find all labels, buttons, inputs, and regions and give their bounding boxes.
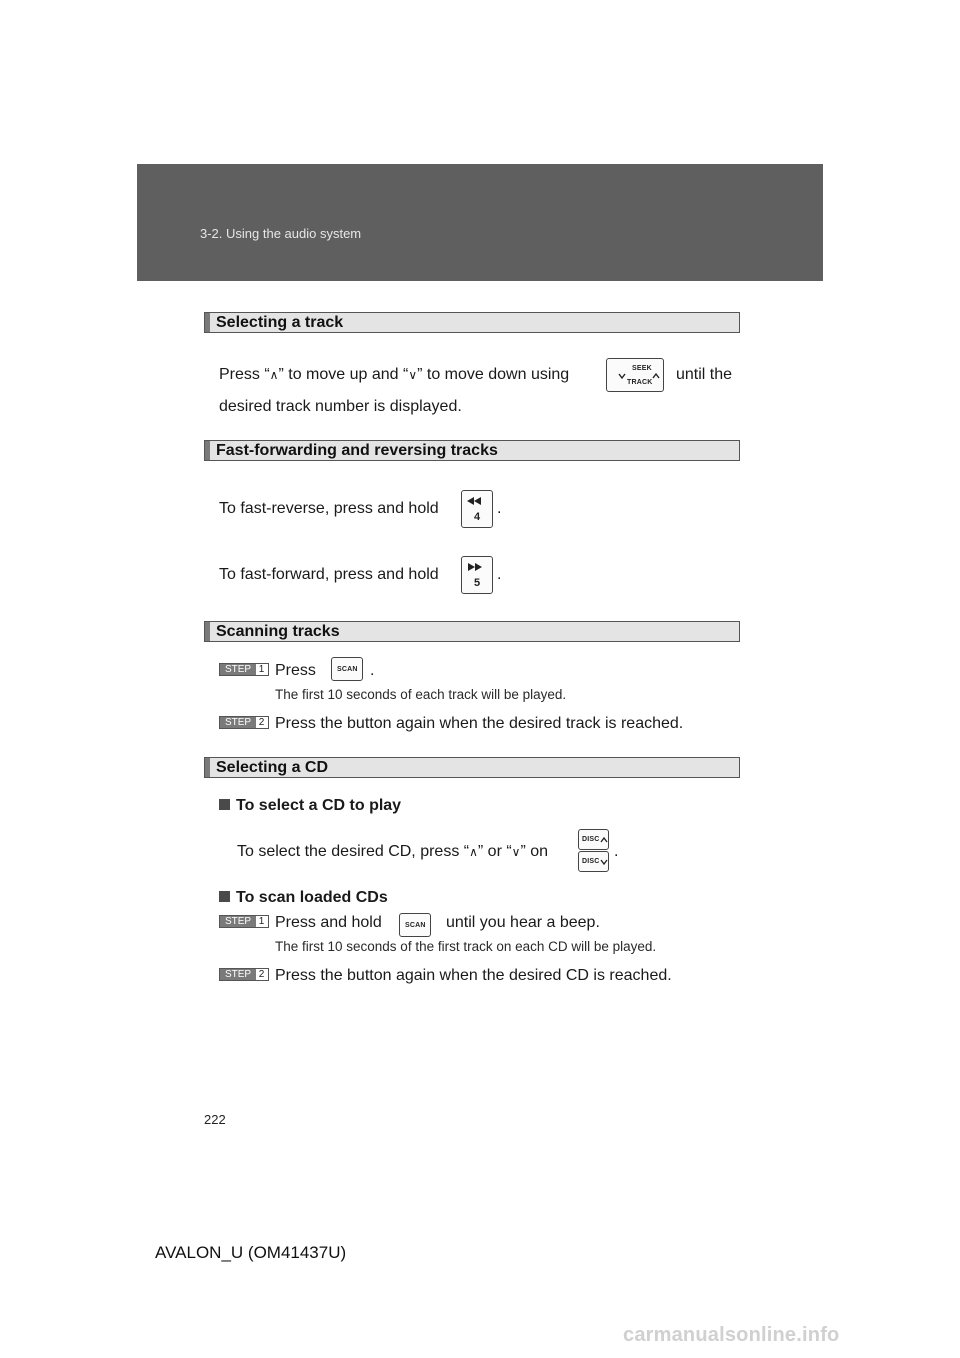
text-fragment: ” on [520,843,549,860]
fast-reverse-button-icon [461,490,493,528]
square-bullet-icon [219,799,230,810]
step-number: 2 [258,717,265,728]
text-fragment: To select the desired CD, press “ [237,843,470,860]
heading-fast-forwarding-text: Fast-forwarding and reversing tracks [216,442,498,459]
down-symbol: ∨ [511,845,521,859]
period: . [497,566,502,583]
fast-forward-icon [462,557,494,595]
down-symbol: ∨ [408,368,418,382]
up-symbol: ∧ [469,845,478,859]
cd-sub2-title [219,889,388,907]
step-number: 1 [258,916,265,927]
text-fragment: ” to move up and “ [278,366,409,383]
track-instruction-line1-start [219,366,569,384]
text-fragment: ” to move down using [417,366,570,383]
heading-scanning-tracks-text: Scanning tracks [216,623,340,640]
sub2-title-text: To scan loaded CDs [236,889,388,906]
heading-scanning-tracks [204,621,740,642]
fast-forward-button-icon [461,556,493,594]
scan-label: SCAN [337,666,358,673]
step-number: 1 [258,664,265,675]
section-label: 3-2. Using the audio system [200,226,362,241]
heading-selecting-cd [204,757,740,778]
scan-step1-note: The first 10 seconds of each track will be played. [275,687,567,702]
scan-button-icon [399,913,431,937]
header-band [137,164,823,281]
scan-label: SCAN [405,922,426,929]
cd-step1-text-end: until you hear a beep. [446,914,600,931]
step-1-badge [219,915,269,928]
step-word: STEP [220,664,256,675]
heading-fast-forwarding [204,440,740,461]
square-bullet-icon [219,891,230,902]
seek-label: SEEK [632,365,652,372]
cd-sub1-title [219,797,401,815]
scan-button-icon [331,657,363,681]
disc-label: DISC [582,858,600,865]
cd-step1-note: The first 10 seconds of the first track on each CD will be played. [275,939,657,954]
step-2-badge [219,716,269,729]
heading-selecting-track-text: Selecting a track [216,314,344,331]
period: . [614,843,619,860]
text-fragment: ” or “ [477,843,512,860]
step-word: STEP [220,916,256,927]
preset-4-label: 4 [474,511,481,523]
fast-forward-text: To fast-forward, press and hold [219,566,439,583]
footer-model-code: AVALON_U (OM41437U) [155,1243,347,1262]
up-symbol: ∧ [269,368,279,382]
scan-step1-text: Press [275,662,316,679]
cd-step2-text: Press the button again when the desired CD is reached. [275,967,672,984]
heading-selecting-track [204,312,740,333]
heading-selecting-cd-text: Selecting a CD [216,759,329,776]
fast-reverse-text: To fast-reverse, press and hold [219,500,439,517]
seek-track-button-icon [606,358,664,392]
disc-label: DISC [582,836,600,843]
chevron-up-icon [579,830,610,851]
sub1-title-text: To select a CD to play [236,797,402,814]
disc-down-button-icon [578,851,609,872]
period: . [497,500,502,517]
step-2-badge [219,968,269,981]
rewind-icon [462,491,494,529]
step-1-badge [219,663,269,676]
period: . [370,662,375,679]
disc-up-button-icon [578,829,609,850]
page-number: 222 [204,1112,226,1127]
track-instruction-line1-end: until the [676,366,733,383]
watermark: carmanualsonline.info [623,1324,840,1346]
preset-5-label: 5 [474,577,481,589]
step-word: STEP [220,717,256,728]
track-instruction-line2: desired track number is displayed. [219,398,462,415]
chevron-down-icon [579,852,610,873]
cd-step1-text-start: Press and hold [275,914,382,931]
cd-sub1-text [237,843,548,861]
scan-step2-text: Press the button again when the desired track is reached. [275,715,684,732]
step-word: STEP [220,969,256,980]
step-number: 2 [258,969,265,980]
track-label: TRACK [627,379,653,386]
text-fragment: Press “ [219,366,270,383]
